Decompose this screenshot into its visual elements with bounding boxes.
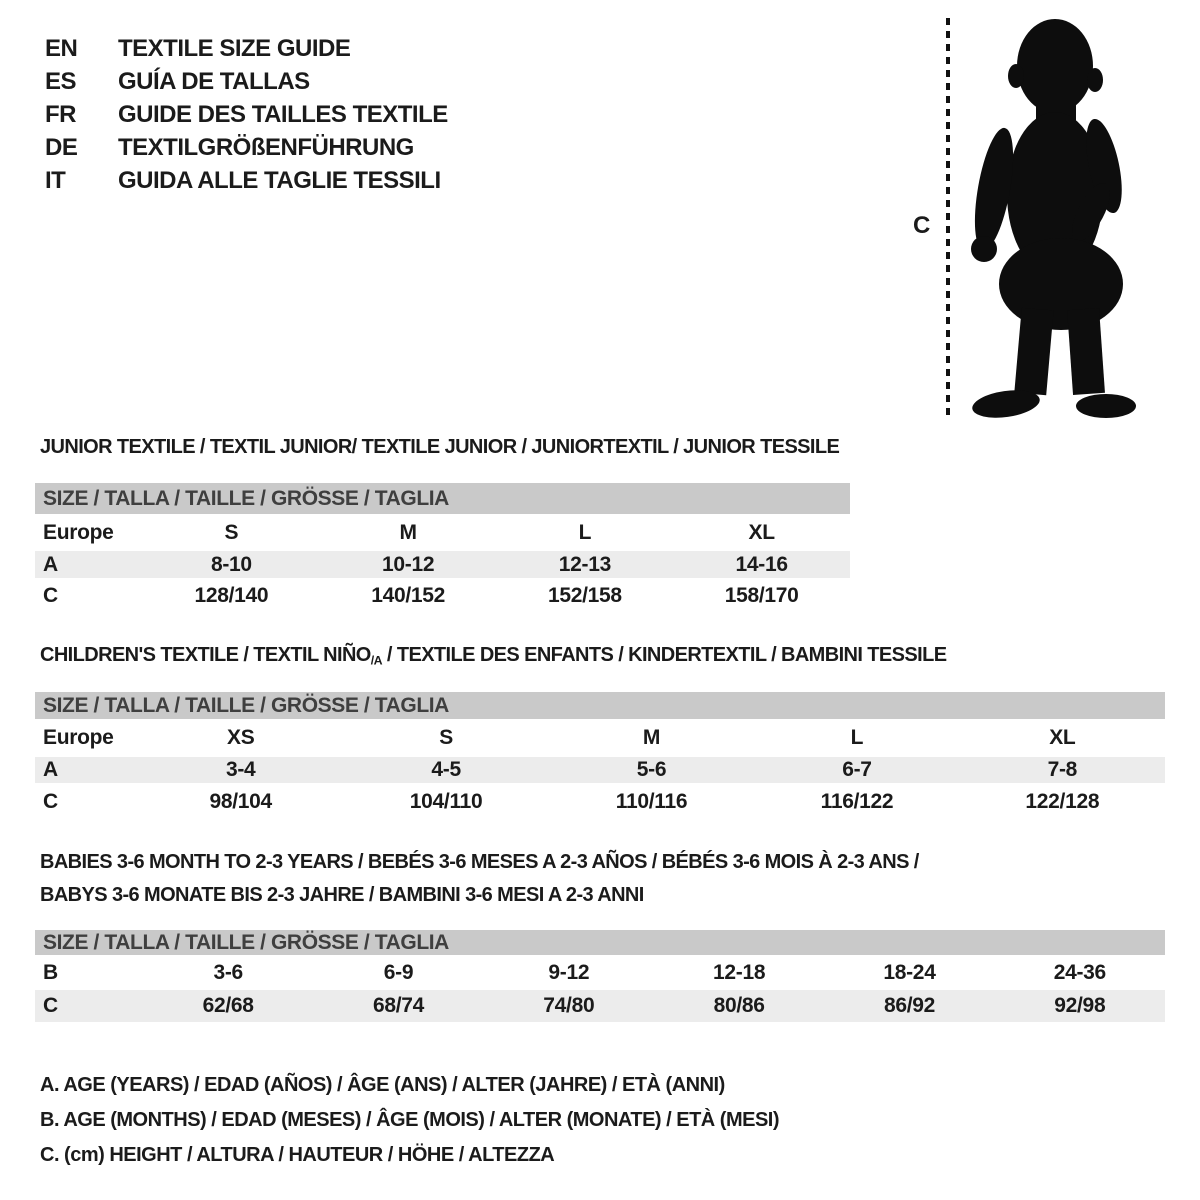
language-code: FR	[45, 100, 76, 128]
language-title-list	[45, 32, 448, 197]
age-cell: 5-6	[636, 758, 667, 781]
language-code: IT	[45, 166, 66, 194]
legend-line-a: A. AGE (YEARS) / EDAD (AÑOS) / ÂGE (ANS) / ALTER (JAHRE) / ETÀ (ANNI)	[40, 1074, 725, 1096]
figure-measure-label: C	[913, 212, 931, 239]
height-cell: 116/122	[820, 789, 894, 813]
height-dashed-line	[946, 18, 950, 416]
junior-row-c	[35, 578, 850, 614]
row-label: C	[43, 584, 58, 607]
babies-section-heading-line1: BABIES 3-6 MONTH TO 2-3 YEARS / BEBÉS 3-6 MESES A 2-3 AÑOS / BÉBÉS 3-6 MOIS À 2-3 ANS /	[40, 851, 919, 873]
junior-size-table	[35, 483, 850, 614]
height-cell: 74/80	[543, 994, 595, 1017]
height-cell: 104/110	[409, 789, 483, 813]
height-cell: 152/158	[547, 584, 622, 607]
age-cell: 14-16	[735, 552, 788, 576]
size-cell: M	[642, 726, 661, 749]
junior-row-a	[35, 551, 850, 578]
babies-size-table	[35, 930, 1165, 1022]
junior-size-header-bar: SIZE / TALLA / TAILLE / GRÖSSE / TAGLIA	[35, 483, 850, 514]
babies-section-heading-line2: BABYS 3-6 MONATE BIS 2-3 JAHRE / BAMBINI 3-6 MESI A 2-3 ANNI	[40, 884, 644, 906]
row-label: A	[43, 552, 58, 576]
row-label: C	[43, 789, 58, 813]
language-label: GUÍA DE TALLAS	[118, 67, 310, 95]
months-cell: 6-9	[383, 960, 414, 984]
language-code: ES	[45, 67, 77, 95]
height-cell: 98/104	[209, 789, 272, 813]
junior-row-europe	[35, 514, 850, 551]
language-code: EN	[45, 34, 78, 62]
children-section-heading	[40, 644, 946, 667]
children-size-table	[35, 692, 1165, 820]
age-cell: 3-4	[225, 758, 256, 781]
height-cell: 122/128	[1025, 789, 1100, 813]
height-cell: 110/116	[615, 789, 688, 813]
legend-line-b: B. AGE (MONTHS) / EDAD (MESES) / ÂGE (MOIS) / ALTER (MONATE) / ETÀ (MESI)	[40, 1109, 780, 1131]
size-cell: XL	[748, 520, 775, 544]
language-label: GUIDA ALLE TAGLIE TESSILI	[118, 166, 441, 194]
size-cell: L	[850, 726, 864, 749]
size-cell: L	[578, 520, 592, 544]
height-cell: 128/140	[194, 584, 269, 607]
language-code: DE	[45, 133, 78, 161]
age-cell: 8-10	[210, 552, 252, 576]
months-cell: 24-36	[1053, 960, 1106, 984]
language-row-fr	[45, 98, 448, 131]
age-cell: 4-5	[431, 758, 461, 781]
size-cell: XL	[1049, 726, 1076, 749]
babies-size-header-bar: SIZE / TALLA / TAILLE / GRÖSSE / TAGLIA	[35, 930, 1165, 955]
age-cell: 10-12	[382, 552, 435, 576]
language-row-en	[45, 32, 448, 65]
row-label: Europe	[43, 726, 114, 749]
children-heading-suffix: / TEXTILE DES ENFANTS / KINDERTEXTIL / BAMBINI TESSILE	[381, 644, 947, 666]
height-cell: 62/68	[202, 994, 254, 1017]
children-row-c	[35, 783, 1165, 820]
language-label: TEXTILE SIZE GUIDE	[118, 34, 351, 62]
language-label: TEXTILGRÖßENFÜHRUNG	[118, 133, 414, 161]
children-row-europe	[35, 719, 1165, 757]
height-cell: 158/170	[724, 584, 799, 607]
size-cell: S	[224, 520, 239, 544]
months-cell: 18-24	[883, 960, 936, 984]
age-cell: 6-7	[842, 758, 872, 781]
height-cell: 68/74	[372, 994, 425, 1017]
children-heading-prefix: CHILDREN'S TEXTILE / TEXTIL NIÑO	[40, 644, 371, 666]
height-cell: 80/86	[713, 994, 765, 1017]
months-cell: 12-18	[713, 960, 766, 984]
language-row-de	[45, 131, 448, 164]
legend-line-c: C. (cm) HEIGHT / ALTURA / HAUTEUR / HÖHE / ALTEZZA	[40, 1144, 555, 1166]
children-size-header-bar: SIZE / TALLA / TAILLE / GRÖSSE / TAGLIA	[35, 692, 1165, 719]
babies-row-b	[35, 955, 1165, 990]
baby-silhouette-icon	[958, 14, 1143, 419]
size-cell: M	[399, 520, 417, 544]
children-row-a	[35, 757, 1165, 783]
language-row-it	[45, 164, 448, 197]
age-cell: 12-13	[558, 552, 611, 576]
age-cell: 7-8	[1047, 758, 1078, 781]
measure-legend	[40, 1068, 779, 1173]
size-cell: XS	[226, 726, 255, 749]
row-label: Europe	[43, 520, 114, 544]
height-cell: 92/98	[1054, 994, 1106, 1017]
junior-section-heading: JUNIOR TEXTILE / TEXTIL JUNIOR/ TEXTILE JUNIOR / JUNIORTEXTIL / JUNIOR TESSILE	[40, 436, 840, 458]
row-label: C	[43, 994, 58, 1017]
height-cell: 86/92	[883, 994, 935, 1017]
size-cell: S	[439, 726, 453, 749]
height-cell: 140/152	[371, 584, 446, 607]
children-heading-subscript: /A	[370, 653, 382, 668]
months-cell: 9-12	[548, 960, 590, 984]
months-cell: 3-6	[213, 960, 243, 984]
babies-row-c	[35, 990, 1165, 1022]
row-label: A	[43, 758, 58, 781]
row-label: B	[43, 960, 58, 984]
language-label: GUIDE DES TAILLES TEXTILE	[118, 100, 448, 128]
language-row-es	[45, 65, 448, 98]
